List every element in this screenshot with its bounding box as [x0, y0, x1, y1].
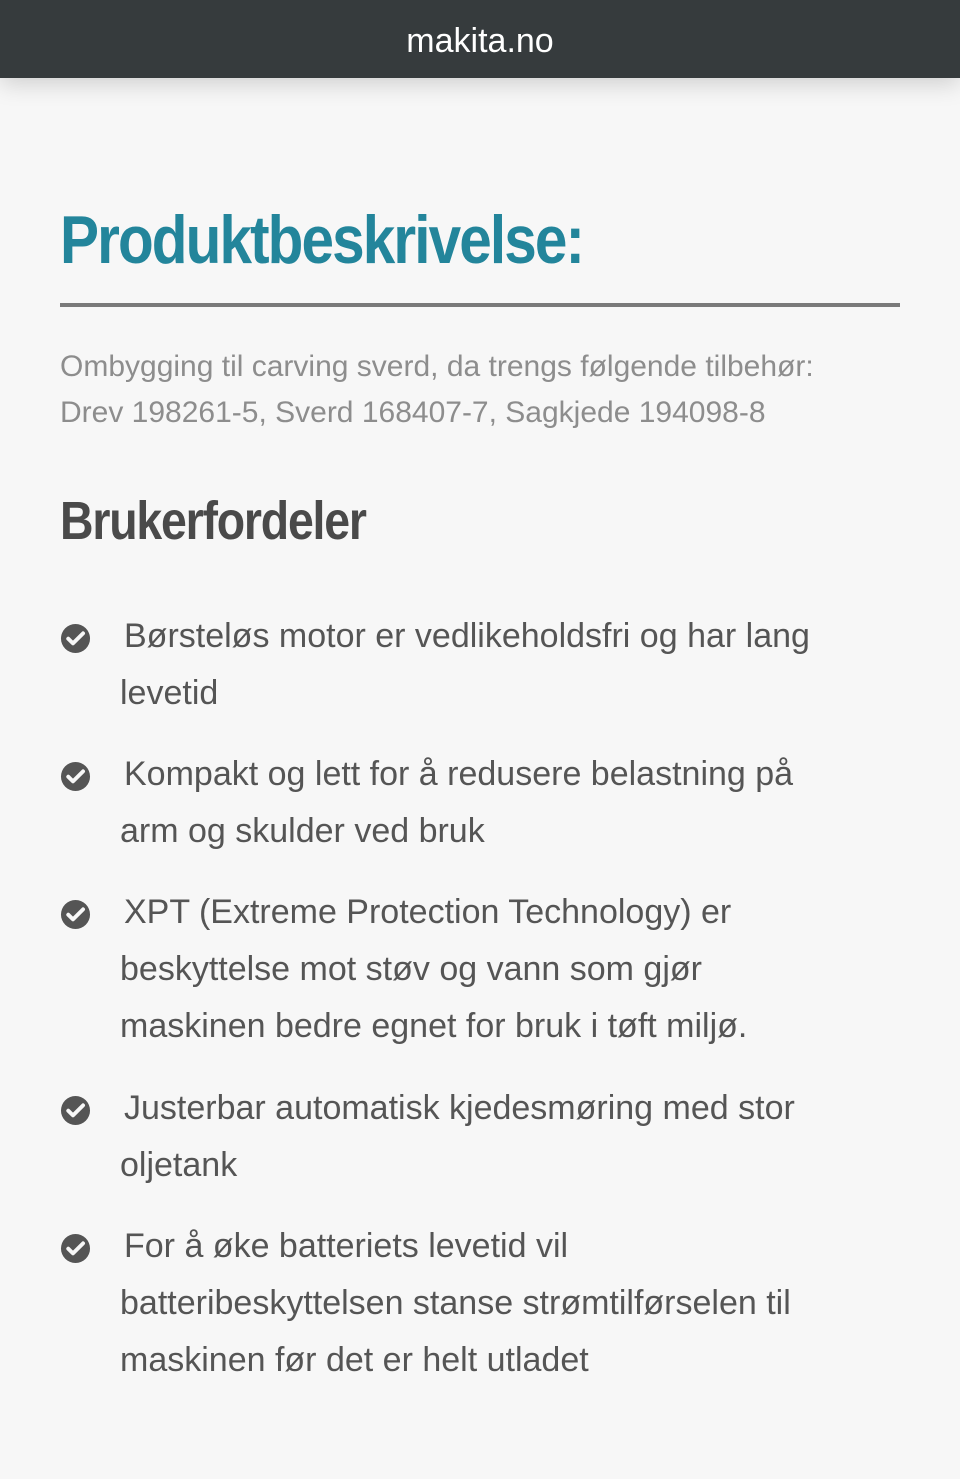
benefit-line: maskinen før det er helt utladet: [120, 1341, 589, 1379]
check-circle-icon: [60, 1233, 91, 1264]
check-circle-icon: [60, 899, 91, 930]
product-description: [60, 344, 880, 436]
benefit-line: Børsteløs motor er vedlikeholdsfri og har lang: [124, 617, 810, 655]
benefit-text: [120, 608, 880, 722]
benefit-line: Kompakt og lett for å redusere belastning på: [124, 755, 794, 793]
check-circle-icon: [60, 1095, 91, 1126]
benefit-line: oljetank: [120, 1146, 238, 1184]
benefit-line: For å øke batteriets levetid vil: [124, 1227, 569, 1265]
benefit-text: [120, 1080, 880, 1194]
benefit-line: maskinen bedre egnet for bruk i tøft miljø.: [120, 1007, 748, 1045]
benefit-text: [120, 1218, 880, 1389]
benefit-line: batteribeskyttelsen stanse strømtilførselen til: [120, 1284, 791, 1322]
site-domain[interactable]: makita.no: [406, 22, 554, 60]
check-circle-icon: [60, 761, 91, 792]
browser-address-bar[interactable]: [0, 0, 960, 78]
benefit-text: [120, 746, 880, 860]
benefit-line: beskyttelse mot støv og vann som gjør: [120, 950, 702, 988]
check-circle-icon: [60, 623, 91, 654]
benefits-heading: Brukerfordeler: [60, 491, 366, 551]
benefit-line: Justerbar automatisk kjedesmøring med stor: [124, 1089, 795, 1127]
benefit-line: XPT (Extreme Protection Technology) er: [124, 893, 732, 931]
benefit-text: [120, 884, 880, 1055]
product-description-line: Drev 198261-5, Sverd 168407-7, Sagkjede 194098-8: [60, 396, 766, 429]
benefit-line: levetid: [120, 674, 219, 712]
product-description-line: Ombygging til carving sverd, da trengs følgende tilbehør:: [60, 350, 814, 383]
page-title: Produktbeskrivelse:: [60, 202, 584, 278]
product-description-section: [60, 78, 900, 1479]
benefit-line: arm og skulder ved bruk: [120, 812, 485, 850]
title-divider: [60, 303, 900, 307]
